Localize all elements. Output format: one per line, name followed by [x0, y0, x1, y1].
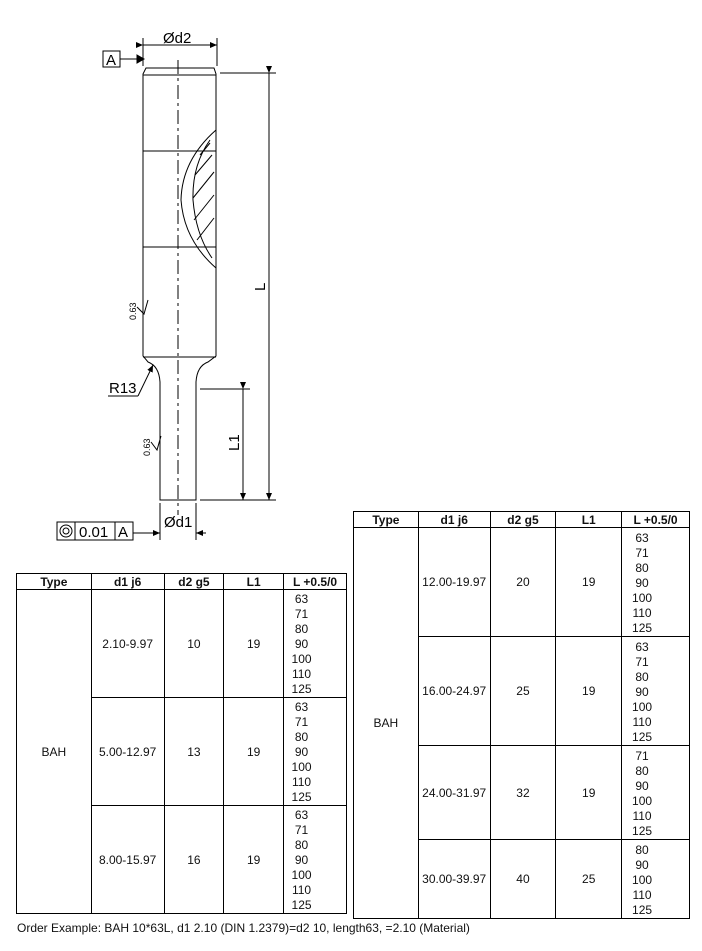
l-values-cell: 71 80 90 100 110 125: [622, 746, 690, 840]
l1-cell: 19: [224, 698, 284, 806]
d2-cell: 32: [490, 746, 556, 840]
col-d1: d1 j6: [418, 512, 490, 528]
l1-cell: 19: [224, 806, 284, 914]
d2-label: Ød2: [163, 30, 192, 47]
col-type: Type: [354, 512, 419, 528]
col-d2: d2 g5: [490, 512, 556, 528]
table-header-row: [17, 574, 347, 590]
col-l1: L1: [224, 574, 284, 590]
table-row: [354, 528, 690, 637]
l1-label: L1: [226, 434, 243, 451]
d2-cell: 16: [164, 806, 224, 914]
col-l: L +0.5/0: [622, 512, 690, 528]
roughness-value-2: 0.63: [142, 438, 152, 456]
table-row: [17, 590, 347, 698]
col-l1: L1: [556, 512, 622, 528]
d2-cell: 20: [490, 528, 556, 637]
d1-cell: 24.00-31.97: [418, 746, 490, 840]
l-values-cell: 80 90 100 110 125: [622, 840, 690, 919]
punch-body-outline: [143, 68, 216, 500]
spec-table-left: [16, 573, 347, 914]
l-values-cell: 63 71 80 90 100 110 125: [622, 528, 690, 637]
d1-label: Ød1: [164, 514, 193, 531]
d1-cell: 16.00-24.97: [418, 637, 490, 746]
d1-cell: 8.00-15.97: [91, 806, 164, 914]
col-type: Type: [17, 574, 92, 590]
l1-cell: 19: [224, 590, 284, 698]
d2-cell: 13: [164, 698, 224, 806]
l-label: L: [252, 282, 269, 291]
radius-label: R13: [109, 380, 137, 397]
spec-table-right: [353, 511, 690, 919]
roughness-value-1: 0.63: [128, 302, 138, 320]
l1-cell: 19: [556, 746, 622, 840]
d1-cell: 5.00-12.97: [91, 698, 164, 806]
concentricity-datum: A: [118, 524, 129, 541]
d1-cell: 12.00-19.97: [418, 528, 490, 637]
l-values-cell: 63 71 80 90 100 110 125: [284, 806, 347, 914]
l-values-cell: 63 71 80 90 100 110 125: [284, 698, 347, 806]
d2-cell: 25: [490, 637, 556, 746]
type-cell: BAH: [17, 590, 92, 914]
col-l: L +0.5/0: [284, 574, 347, 590]
d2-cell: 40: [490, 840, 556, 919]
concentricity-icon: [60, 525, 72, 537]
col-d1: d1 j6: [91, 574, 164, 590]
table-header-row: [354, 512, 690, 528]
d2-cell: 10: [164, 590, 224, 698]
l-values-cell: 63 71 80 90 100 110 125: [622, 637, 690, 746]
l1-cell: 19: [556, 637, 622, 746]
concentricity-tolerance: 0.01: [79, 524, 109, 541]
d1-cell: 2.10-9.97: [91, 590, 164, 698]
l1-cell: 25: [556, 840, 622, 919]
l-values-cell: 63 71 80 90 100 110 125: [284, 590, 347, 698]
d1-cell: 30.00-39.97: [418, 840, 490, 919]
type-cell: BAH: [354, 528, 419, 919]
datum-label: A: [106, 52, 117, 69]
order-example: Order Example: BAH 10*63L, d1 2.10 (DIN 1.2379)=d2 10, length63, =2.10 (Material): [17, 921, 470, 935]
col-d2: d2 g5: [164, 574, 224, 590]
l1-cell: 19: [556, 528, 622, 637]
